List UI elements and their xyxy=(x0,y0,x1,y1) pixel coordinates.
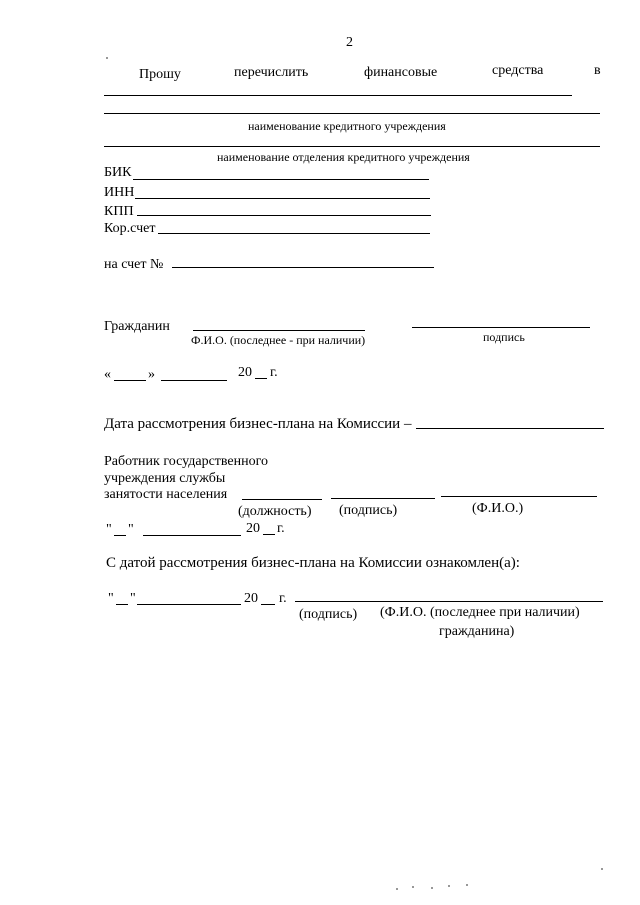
scan-speck xyxy=(466,884,468,886)
employee-position-field[interactable] xyxy=(242,499,322,500)
request-word-4: средства xyxy=(492,63,544,78)
account-label: на счет № xyxy=(104,257,164,272)
acknowledgement-text: С датой рассмотрения бизнес-плана на Комиссии ознакомлен(а): xyxy=(106,555,520,571)
employee-signature-field[interactable] xyxy=(331,498,435,499)
employee-label-line1: Работник государственного xyxy=(104,454,269,469)
review-date-label: Дата рассмотрения бизнес-плана на Комиссии – xyxy=(104,416,412,432)
ack-date-month-field[interactable] xyxy=(137,604,241,605)
employee-date-close-quote: " xyxy=(128,522,134,537)
ack-fio-caption-line1: (Ф.И.О. (последнее при наличии) xyxy=(380,605,580,620)
bank-name-caption: наименование кредитного учреждения xyxy=(248,119,446,133)
scan-speck xyxy=(601,868,603,870)
corr-account-label: Кор.счет xyxy=(104,221,156,236)
kpp-label: КПП xyxy=(104,204,134,219)
bank-name-line[interactable] xyxy=(104,113,600,114)
citizen-date-open-quote: « xyxy=(104,367,111,382)
ack-date-year-prefix: 20 xyxy=(244,591,258,606)
citizen-signature-caption: подпись xyxy=(483,330,525,344)
scan-speck xyxy=(431,887,433,889)
request-word-3: финансовые xyxy=(364,65,438,80)
employee-date-year-field[interactable] xyxy=(263,534,275,535)
ack-date-day-field[interactable] xyxy=(116,604,128,605)
scan-speck xyxy=(396,888,398,890)
review-date-field[interactable] xyxy=(416,428,604,429)
ack-date-open-quote: " xyxy=(108,591,114,606)
citizen-fio-caption: Ф.И.О. (последнее - при наличии) xyxy=(191,333,366,347)
citizen-label: Гражданин xyxy=(104,319,170,334)
ack-signature-fio-field[interactable] xyxy=(295,601,603,602)
inn-field[interactable] xyxy=(135,198,430,199)
corr-account-field[interactable] xyxy=(158,233,430,234)
scan-speck xyxy=(448,885,450,887)
ack-signature-caption: (подпись) xyxy=(299,607,358,622)
employee-date-year-prefix: 20 xyxy=(246,521,260,536)
citizen-date-day-field[interactable] xyxy=(114,380,146,381)
request-word-5: в xyxy=(594,63,601,78)
bik-label: БИК xyxy=(104,165,132,180)
branch-name-line[interactable] xyxy=(104,146,600,147)
employee-label-line3: занятости населения xyxy=(104,487,228,502)
account-field[interactable] xyxy=(172,267,434,268)
citizen-date-month-field[interactable] xyxy=(161,380,227,381)
employee-fio-caption: (Ф.И.О.) xyxy=(472,501,524,516)
kpp-field[interactable] xyxy=(137,215,431,216)
ack-date-year-field[interactable] xyxy=(261,604,275,605)
page-number: 2 xyxy=(346,35,353,50)
employee-signature-caption: (подпись) xyxy=(339,503,398,518)
bik-field[interactable] xyxy=(133,179,429,180)
citizen-fio-field[interactable] xyxy=(193,330,365,331)
citizen-signature-field[interactable] xyxy=(412,327,590,328)
branch-name-caption: наименование отделения кредитного учреждения xyxy=(217,150,470,164)
ack-date-close-quote: " xyxy=(130,591,136,606)
ack-date-year-suffix: г. xyxy=(279,591,287,606)
citizen-date-close-quote: » xyxy=(148,367,155,382)
request-fill-line[interactable] xyxy=(104,95,572,96)
employee-date-month-field[interactable] xyxy=(143,535,241,536)
citizen-date-year-suffix: г. xyxy=(270,365,278,380)
citizen-date-year-field[interactable] xyxy=(255,378,267,379)
employee-date-open-quote: " xyxy=(106,522,112,537)
employee-date-year-suffix: г. xyxy=(277,521,285,536)
employee-label-line2: учреждения службы xyxy=(104,471,226,486)
employee-date-day-field[interactable] xyxy=(114,535,126,536)
citizen-date-year-prefix: 20 xyxy=(238,365,252,380)
scan-speck xyxy=(412,886,414,888)
employee-fio-field[interactable] xyxy=(441,496,597,497)
inn-label: ИНН xyxy=(104,185,135,200)
employee-position-caption: (должность) xyxy=(238,504,312,519)
request-word-1: Прошу xyxy=(139,67,181,82)
request-word-2: перечислить xyxy=(234,65,309,80)
ack-fio-caption-line2: гражданина) xyxy=(439,624,515,639)
scan-speck xyxy=(106,57,108,59)
